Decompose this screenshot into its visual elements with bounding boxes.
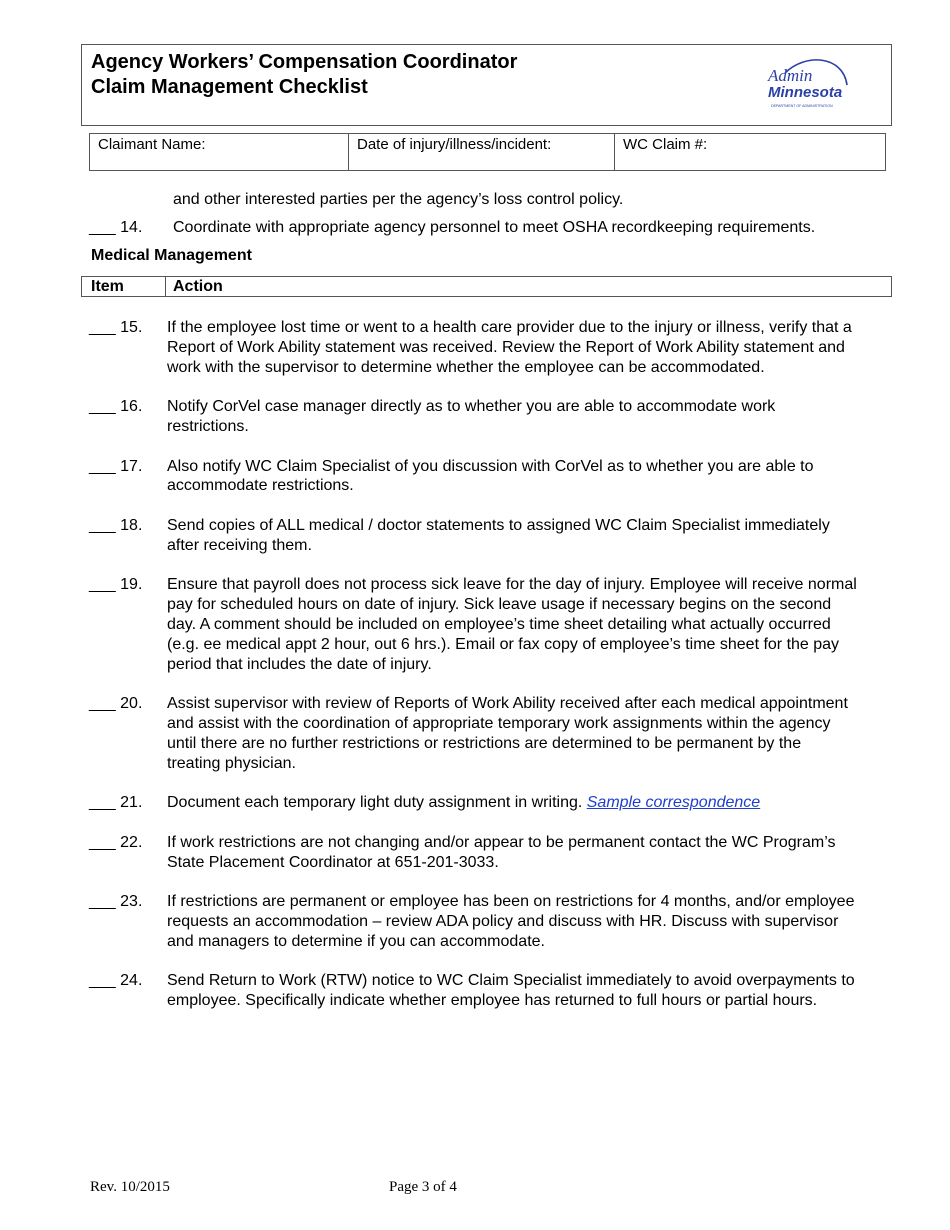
item-text: Document each temporary light duty assignment in writing. [167, 794, 587, 812]
document-title-line2: Claim Management Checklist [91, 76, 368, 98]
table-header [81, 276, 892, 297]
item-text: Also notify WC Claim Specialist of you discussion with CorVel as to whether you are able to accommodate restrictions. [167, 457, 814, 495]
document-title-line1: Agency Workers’ Compensation Coordinator [91, 51, 518, 73]
item-number: ___ 21. [89, 794, 143, 812]
checklist-item-18 [89, 516, 859, 556]
item-text: Assist supervisor with review of Reports of Work Ability received after each medical appointment and assist with the coordination of appropriate temporary work assignments within the agency until there are no further restrictions or restrictions are determined to be permanent by the treating physician. [167, 695, 848, 772]
section-title: Medical Management [91, 247, 252, 264]
checklist-item-16 [89, 397, 859, 437]
item-text: Send copies of ALL medical / doctor statements to assigned WC Claim Specialist immediately after receiving them. [167, 516, 830, 554]
item-number: ___ 22. [89, 833, 143, 851]
logo-script-text: Admin [768, 66, 813, 85]
item-number: ___ 24. [89, 972, 143, 990]
logo-word-text: Minnesota [768, 84, 843, 101]
date-of-injury-field[interactable]: Date of injury/illness/incident: [348, 134, 614, 170]
checklist-item-22 [89, 833, 859, 873]
item-number: ___ 17. [89, 457, 143, 475]
claimant-name-field[interactable]: Claimant Name: [98, 136, 206, 153]
item-number: ___ 14. [89, 219, 143, 236]
item-number: ___ 23. [89, 893, 143, 911]
item-text: Ensure that payroll does not process sick leave for the day of injury. Employee will receive normal pay for scheduled hours on date of injury. Sick leave usage if necessary begins on the second day. A comment should be included on employee’s time sheet detailing what actually occurred (e.g. ee medical appt 2 hour, out 6 hrs.). Email or fax copy of employee’s time sheet for the pay period that includes the date of injury. [167, 576, 857, 673]
item-number: ___ 19. [89, 576, 143, 594]
checklist-item-23 [89, 892, 859, 951]
document-header [81, 44, 892, 126]
checklist-item-14 [89, 218, 815, 237]
item-text: If restrictions are permanent or employee has been on restrictions for 4 months, and/or employee requests an accommodation – review ADA policy and discuss with HR. Discuss with supervisor and managers to determine if you can accommodate. [167, 893, 855, 950]
checklist-item-15 [89, 318, 859, 377]
checklist-item-24 [89, 971, 859, 1011]
item-text: If work restrictions are not changing and/or appear to be permanent contact the WC Program’s State Placement Coordinator at 651-201-3033. [167, 833, 836, 871]
page-number: Page 3 of 4 [389, 1179, 457, 1195]
claim-info-table [89, 133, 886, 171]
item-text: Notify CorVel case manager directly as to whether you are able to accommodate work restrictions. [167, 398, 776, 435]
checklist-item-17 [89, 457, 859, 497]
item-text: If the employee lost time or went to a health care provider due to the injury or illness, verify that a Report of Work Ability statement was received. Review the Report of Work Ability statement and work with the supervisor to determine whether the employee can be accommodated. [167, 319, 852, 376]
column-header-action: Action [173, 278, 223, 295]
admin-minnesota-logo [765, 51, 851, 115]
checklist-items [89, 318, 859, 1031]
item-text: Send Return to Work (RTW) notice to WC Claim Specialist immediately to avoid overpayments to employee. Specifically indicate whether employee has returned to full hours or partial hours. [167, 972, 855, 1010]
checklist-item-20 [89, 694, 859, 773]
checklist-item-21 [89, 793, 859, 813]
continued-text: and other interested parties per the agency’s loss control policy. [173, 191, 624, 208]
revision-date: Rev. 10/2015 [90, 1179, 170, 1195]
column-header-item: Item [82, 277, 166, 296]
item-number: ___ 15. [89, 319, 143, 336]
item-text: Coordinate with appropriate agency personnel to meet OSHA recordkeeping requirements. [173, 219, 816, 236]
sample-correspondence-link[interactable]: Sample correspondence [586, 794, 761, 812]
item-number: ___ 18. [89, 516, 143, 534]
item-number: ___ 16. [89, 398, 143, 416]
checklist-item-19 [89, 575, 859, 674]
wc-claim-number-field[interactable]: WC Claim #: [614, 134, 885, 170]
logo-sub-text: DEPARTMENT OF ADMINISTRATION [771, 104, 833, 108]
item-number: ___ 20. [89, 695, 143, 713]
